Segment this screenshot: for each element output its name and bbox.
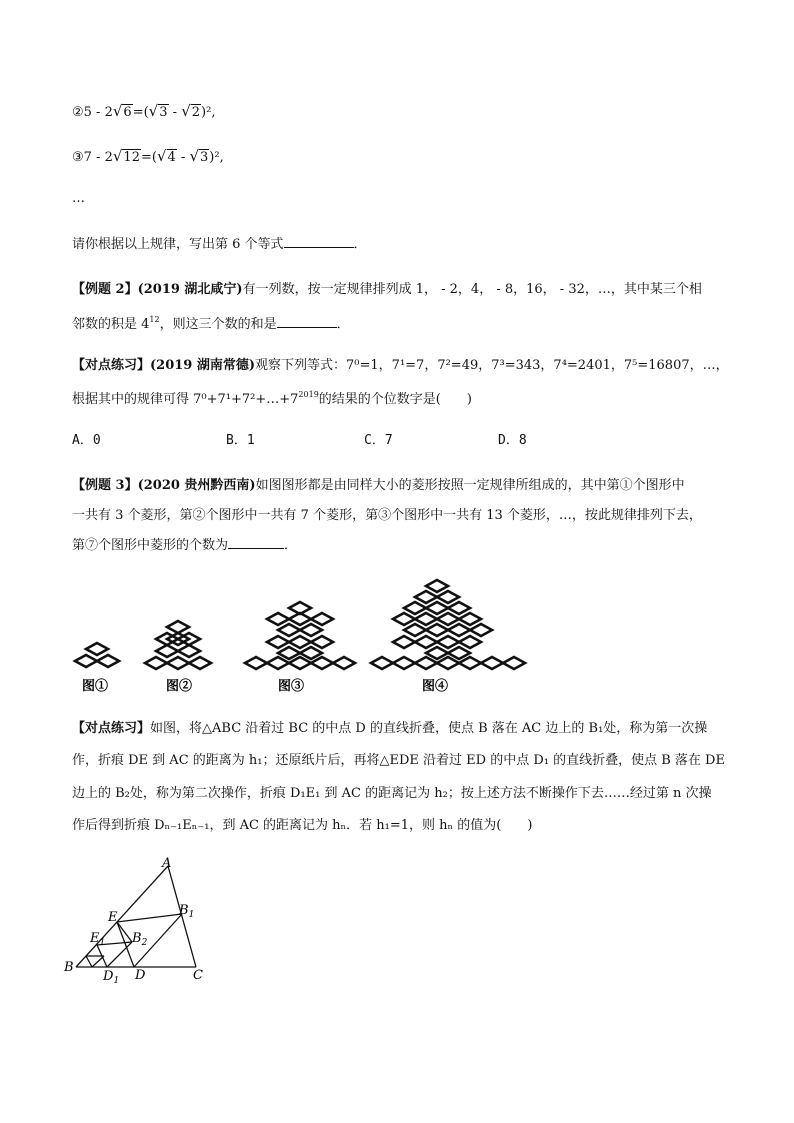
figure-1-label: 图① (82, 679, 109, 694)
example-2-line-2: 邻数的积是 $4^{12}$，则这三个数的和是 ． (72, 315, 350, 332)
label-E: E (108, 910, 118, 925)
practice-2-line-2: 作，折痕 DE 到 AC 的距离为 h₁；还原纸片后，再将△EDE 沿着过 ED 的中点 D₁ 的直线折叠，使点 B 落在 DE (72, 753, 725, 768)
practice-1-line-1: 【对点练习】(2019 湖南常德)观察下列等式：7⁰=1，7¹=7，7²=49，7³=343，7⁴=2401，7⁵=16807，…， (72, 358, 729, 373)
equation-2: ②5 - 2√6=(√3 - √2)², (72, 102, 216, 120)
label-D1: $D_1$ (103, 969, 120, 986)
label-B1: $B_1$ (179, 903, 195, 920)
ellipsis: … (72, 191, 85, 206)
triangle-diagram (62, 856, 212, 988)
label-E1: $E_1$ (90, 931, 106, 948)
answer-blank[interactable] (284, 235, 354, 248)
label-B: B (64, 960, 74, 975)
label-A: A (162, 856, 172, 871)
answer-blank[interactable] (277, 315, 337, 328)
practice-2-line-4: 作后得到折痕 Dₙ₋₁Eₙ₋₁，到 AC 的距离记为 hₙ．若 h₁=1，则 hₙ 的值为( ) (72, 818, 533, 833)
example-2-line-1: 【例题 2】(2019 湖北咸宁)有一列数，按一定规律排列成 1， - 2，4， - 8，16， - 32，…，其中某三个相 (72, 282, 702, 297)
practice-1-line-2: 根据其中的规律可得 $7^0+7^1+7^2+\dots+7^{2019}$的结果的个位数字是( ) (72, 390, 472, 407)
figure-3-label: 图③ (278, 679, 305, 694)
rhombus-figures (70, 578, 530, 698)
example-3-line-1: 【例题 3】(2020 贵州黔西南)如图图形都是由同样大小的菱形按照一定规律所组成的，其中第①个图形中 (72, 478, 685, 493)
label-D: D (135, 968, 146, 983)
example-3-line-3: 第⑦个图形中菱形的个数为 ． (72, 538, 298, 553)
option-a[interactable]: A．0 (72, 433, 101, 448)
option-d[interactable]: D．8 (498, 433, 527, 448)
figure-4-rhombi (371, 580, 525, 669)
figure-2-label: 图② (166, 679, 193, 694)
practice-2-line-3: 边上的 B₂处，称为第二次操作，折痕 D₁E₁ 到 AC 的距离记为 h₂；按上述方法不断操作下去……经过第 n 次操 (72, 786, 712, 801)
question-sixth-equation: 请你根据以上规律，写出第 6 个等式 ． (72, 237, 367, 252)
figure-1-rhombi (75, 643, 119, 667)
figure-2-rhombi (145, 621, 211, 669)
option-c[interactable]: C．7 (364, 433, 393, 448)
answer-blank[interactable] (228, 536, 284, 549)
option-b[interactable]: B．1 (226, 433, 255, 448)
practice-2-line-1: 【对点练习】如图，将△ABC 沿着过 BC 的中点 D 的直线折叠，使点 B 落在 AC 边上的 B₁处，称为第一次操 (72, 721, 708, 736)
label-C: C (193, 968, 203, 983)
figure-4-label: 图④ (422, 679, 449, 694)
example-3-line-2: 一共有 3 个菱形，第②个图形中一共有 7 个菱形，第③个图形中一共有 13 个菱形，…，按此规律排列下去， (72, 508, 702, 523)
figure-3-rhombi (245, 602, 355, 669)
label-B2: $B_2$ (132, 931, 148, 948)
equation-3: ③7 - 2√12=(√4 - √3)², (72, 147, 224, 165)
